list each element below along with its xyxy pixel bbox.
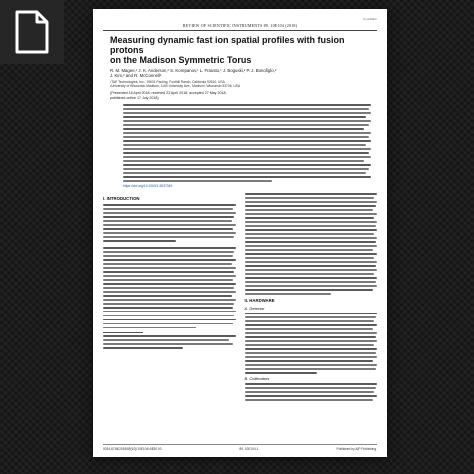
- text-line: [245, 368, 376, 370]
- text-line: [245, 249, 374, 251]
- text-line: [103, 283, 236, 285]
- text-line: [245, 225, 376, 227]
- text-line: [245, 332, 378, 334]
- abstract-text-lines: [123, 104, 371, 182]
- text-line: [103, 251, 234, 253]
- text-line: [103, 275, 236, 277]
- doi-line: [123, 184, 371, 188]
- text-line: [103, 323, 233, 325]
- document-icon[interactable]: [0, 0, 64, 64]
- received-line-2: published online 17 July 2018): [110, 95, 159, 100]
- text-line: [103, 335, 236, 337]
- text-line: [103, 347, 183, 349]
- text-line: [123, 156, 371, 158]
- text-line: [245, 281, 376, 283]
- text-line: [103, 220, 232, 222]
- right-paragraph-1: [245, 193, 378, 294]
- text-line: [103, 267, 236, 269]
- text-line: [123, 164, 371, 166]
- text-line: [245, 340, 378, 342]
- subsection-detector-heading: A. Detector: [244, 305, 265, 311]
- text-line: [245, 221, 378, 223]
- text-line: [123, 116, 366, 118]
- intro-paragraph-1: [103, 204, 236, 242]
- page-footer: [103, 444, 377, 451]
- text-line: [123, 180, 272, 182]
- text-line: [245, 265, 376, 267]
- text-line: [103, 255, 233, 257]
- affiliation-1: ¹TAE Technologies, Inc., 19631 Pauling, Foothill Ranch, California 92610, USA: [110, 79, 225, 84]
- text-line: [123, 124, 369, 126]
- abstract: [103, 104, 377, 188]
- text-line: [245, 356, 378, 358]
- text-line: [123, 108, 369, 110]
- text-line: [245, 217, 375, 219]
- author-list: [103, 68, 377, 79]
- detector-paragraph: [245, 313, 378, 375]
- text-line: [245, 336, 376, 338]
- text-line: [245, 395, 378, 397]
- text-line: [103, 339, 229, 341]
- text-line: [245, 324, 378, 326]
- text-line: [123, 176, 371, 178]
- text-line: [103, 291, 236, 293]
- author-line-1: R. M. Magee,¹ J. K. Anderson,² S. Korepanov,¹ L. Frausto,¹ J. Boguski,² P. J. Bonofiglo,²: [110, 68, 277, 73]
- text-line: [245, 387, 376, 389]
- text-line: [245, 316, 376, 318]
- text-line: [103, 303, 234, 305]
- text-line: [103, 228, 233, 230]
- text-line: [245, 273, 375, 275]
- text-line: [103, 327, 196, 329]
- text-line: [245, 193, 378, 195]
- body-columns: [103, 193, 377, 403]
- text-line: [245, 399, 374, 401]
- text-line: [123, 104, 371, 106]
- text-line: [245, 293, 331, 295]
- text-line: [245, 364, 378, 366]
- footer-publisher: Published by AIP Publishing.: [336, 447, 377, 451]
- text-line: [123, 136, 369, 138]
- text-line: [245, 257, 375, 259]
- text-line: [245, 289, 374, 291]
- section-hardware-heading: II. HARDWARE: [244, 297, 275, 303]
- text-line: [103, 204, 236, 206]
- text-line: [103, 263, 232, 265]
- text-line: [123, 168, 369, 170]
- text-line: [103, 247, 236, 249]
- text-line: [103, 232, 236, 234]
- text-line: [245, 253, 378, 255]
- journal-header: [103, 18, 377, 31]
- text-line: [123, 128, 364, 130]
- paper-title-line-1: Measuring dynamic fast ion spatial profiles with fusion protons: [110, 35, 345, 55]
- text-line: [103, 208, 233, 210]
- text-line: [245, 261, 378, 263]
- paper-page: [93, 9, 387, 457]
- text-line: [103, 343, 233, 345]
- left-column: [103, 193, 236, 403]
- text-line: [245, 269, 378, 271]
- text-line: [103, 311, 236, 313]
- right-column: [245, 193, 378, 403]
- author-line-2: J. Kim,² and R. McConnell²: [110, 73, 162, 79]
- text-line: [245, 348, 378, 350]
- text-line: [245, 245, 378, 247]
- text-line: [123, 152, 369, 154]
- text-line: [245, 352, 376, 354]
- footer-issn: 0034-6748/2018/89(10)/10E104/4/$30.00: [103, 447, 162, 451]
- text-line: [245, 233, 375, 235]
- text-line: [123, 132, 371, 134]
- received-dates: [103, 91, 377, 100]
- text-line: [103, 236, 234, 238]
- text-line: [103, 259, 236, 261]
- text-line: [245, 277, 378, 279]
- section-introduction-heading: I. INTRODUCTION: [103, 196, 140, 202]
- text-line: [245, 205, 376, 207]
- text-line: [245, 360, 374, 362]
- text-line: [103, 240, 176, 242]
- text-line: [123, 144, 366, 146]
- collimators-paragraph: [245, 383, 378, 401]
- text-line: [245, 344, 375, 346]
- text-line: [103, 224, 236, 226]
- text-line: [245, 213, 378, 215]
- subsection-collimators-heading: B. Collimators: [244, 376, 270, 382]
- text-line: [103, 319, 236, 321]
- affiliations: [103, 80, 377, 88]
- text-line: [103, 315, 234, 317]
- text-line: [103, 212, 236, 214]
- text-line: [245, 320, 375, 322]
- text-line: [123, 140, 371, 142]
- text-line: [103, 271, 234, 273]
- text-line: [245, 391, 375, 393]
- text-line: [123, 112, 371, 114]
- text-line: [245, 328, 374, 330]
- footnote-rule: [103, 332, 143, 333]
- text-line: [103, 287, 234, 289]
- crossmark-badge[interactable]: [362, 15, 377, 24]
- text-line: [123, 172, 366, 174]
- journal-header-text: REVIEW OF SCIENTIFIC INSTRUMENTS 89, 10E104 (2018): [182, 23, 298, 28]
- text-line: [245, 383, 378, 385]
- text-line: [103, 216, 234, 218]
- paper-title-line-2: on the Madison Symmetric Torus: [110, 55, 252, 65]
- text-line: [103, 279, 233, 281]
- received-line-1: (Presented 18 April 2018; received 23 April 2018; accepted 27 May 2018;: [110, 91, 227, 96]
- doi-link[interactable]: https://doi.org/10.1063/1.5037349: [123, 184, 173, 189]
- text-line: [245, 201, 378, 203]
- text-line: [245, 209, 374, 211]
- text-line: [103, 295, 232, 297]
- crossmark-label: CrossMark: [363, 18, 377, 21]
- text-line: [123, 120, 371, 122]
- footnote-text: [103, 335, 236, 349]
- text-line: [245, 313, 378, 315]
- paper-title: [103, 35, 377, 65]
- affiliation-2: ²University of Wisconsin-Madison, 1150 University Ave., Madison, Wisconsin 53706, USA: [110, 84, 241, 89]
- intro-paragraph-2: [103, 247, 236, 328]
- footer-page-number: 89, 10E104-1: [239, 447, 259, 451]
- text-line: [245, 237, 378, 239]
- text-line: [245, 285, 378, 287]
- text-line: [123, 160, 364, 162]
- text-line: [245, 197, 375, 199]
- text-line: [245, 241, 376, 243]
- text-line: [103, 307, 233, 309]
- document-icon-glyph: [14, 10, 50, 54]
- text-line: [103, 299, 236, 301]
- text-line: [245, 372, 318, 374]
- text-line: [245, 229, 378, 231]
- text-line: [123, 148, 371, 150]
